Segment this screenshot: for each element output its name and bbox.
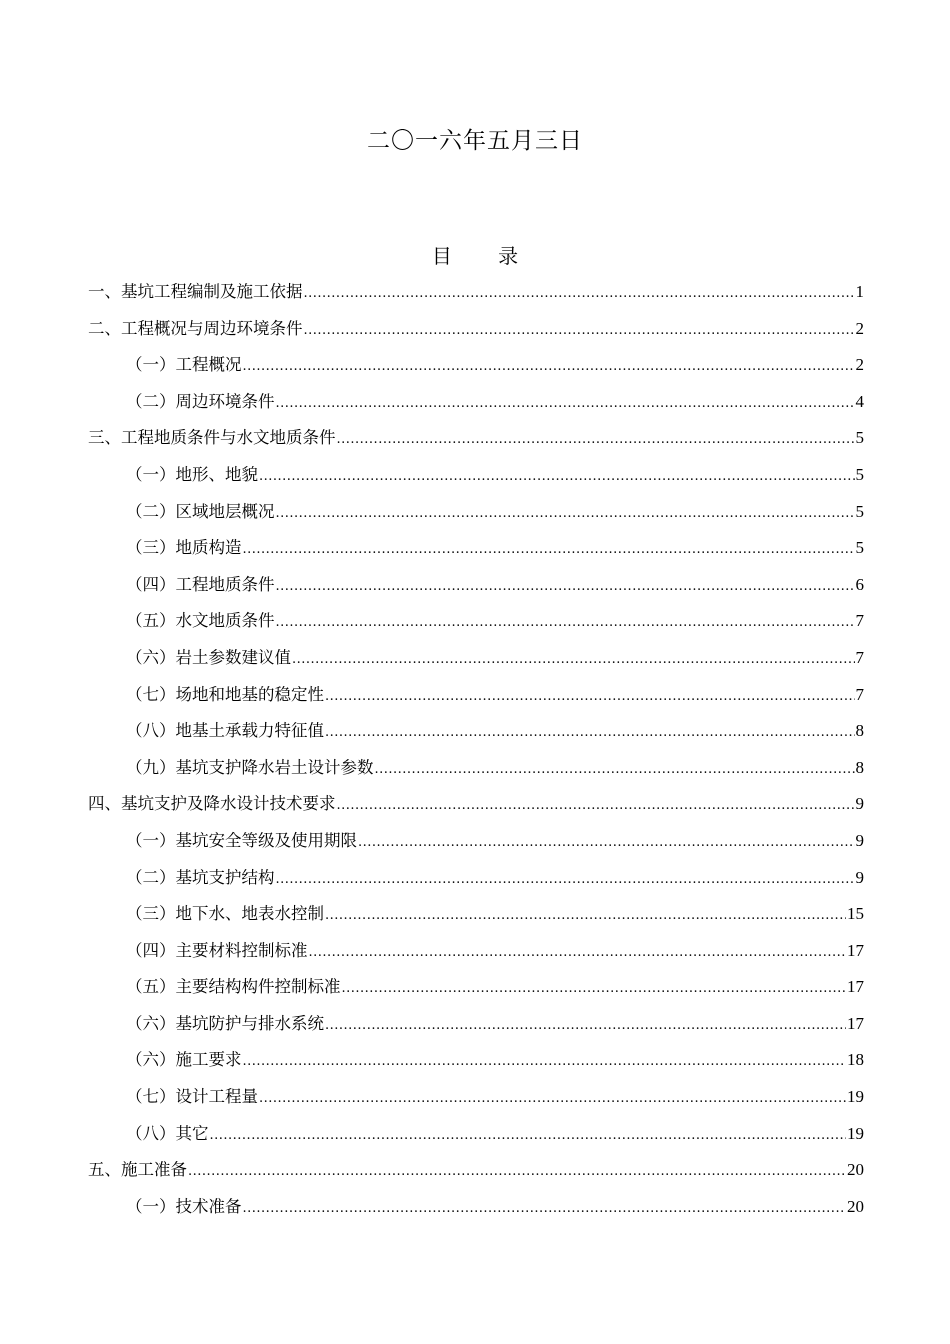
toc-entry-label: 二、工程概况与周边环境条件: [88, 318, 303, 338]
toc-dot-leader: [243, 1044, 847, 1081]
toc-dot-leader: [276, 386, 855, 423]
toc-entry-label: （一）基坑安全等级及使用期限: [126, 830, 357, 850]
toc-entry-label: （二）基坑支护结构: [126, 867, 275, 887]
toc-entry[interactable]: [88, 713, 864, 750]
toc-title: 目 录: [431, 244, 539, 268]
toc-entry-label: （四）工程地质条件: [126, 574, 275, 594]
toc-dot-leader: [304, 313, 855, 350]
toc-entry-page-number: 17: [847, 977, 864, 997]
toc-entry-label: （六）基坑防护与排水系统: [126, 1013, 324, 1033]
toc-entry-page-number: 4: [855, 391, 864, 411]
toc-dot-leader: [375, 752, 855, 789]
toc-entry-page-number: 6: [855, 574, 864, 594]
toc-entry[interactable]: [88, 274, 864, 311]
toc-entry[interactable]: [88, 603, 864, 640]
toc-entry[interactable]: [88, 1116, 864, 1153]
toc-dot-leader: [188, 1154, 846, 1191]
toc-entry-page-number: 9: [855, 830, 864, 850]
toc-entry-page-number: 5: [855, 538, 864, 558]
table-of-contents: [88, 274, 864, 1225]
toc-entry[interactable]: [88, 347, 864, 384]
toc-entry-page-number: 20: [847, 1160, 864, 1180]
toc-entry-label: 三、工程地质条件与水文地质条件: [88, 428, 336, 448]
toc-entry-label: （一）工程概况: [126, 355, 242, 375]
toc-entry-label: （一）技术准备: [126, 1196, 242, 1216]
toc-entry-page-number: 5: [855, 501, 864, 521]
toc-dot-leader: [243, 349, 855, 386]
toc-entry-label: （六）施工要求: [126, 1050, 242, 1070]
toc-dot-leader: [243, 532, 855, 569]
toc-dot-leader: [276, 496, 855, 533]
toc-entry-label: （八）地基土承载力特征值: [126, 721, 324, 741]
toc-entry[interactable]: [88, 311, 864, 348]
toc-entry-label: 四、基坑支护及降水设计技术要求: [88, 794, 336, 814]
document-date: 二〇一六年五月三日: [367, 128, 583, 154]
toc-dot-leader: [292, 642, 855, 679]
toc-entry-page-number: 2: [855, 318, 864, 338]
toc-entry-page-number: 2: [855, 355, 864, 375]
toc-entry[interactable]: [88, 786, 864, 823]
toc-entry[interactable]: [88, 530, 864, 567]
toc-entry-label: （五）水文地质条件: [126, 611, 275, 631]
toc-entry[interactable]: [88, 1079, 864, 1116]
toc-entry[interactable]: [88, 969, 864, 1006]
toc-entry-page-number: 17: [847, 940, 864, 960]
toc-entry-page-number: 19: [847, 1087, 864, 1107]
toc-entry[interactable]: [88, 640, 864, 677]
toc-dot-leader: [276, 569, 855, 606]
toc-entry-page-number: 5: [855, 428, 864, 448]
toc-dot-leader: [325, 1008, 846, 1045]
toc-dot-leader: [259, 1081, 846, 1118]
toc-entry-label: （七）设计工程量: [126, 1087, 258, 1107]
toc-entry[interactable]: [88, 1042, 864, 1079]
toc-entry-page-number: 9: [855, 867, 864, 887]
toc-entry[interactable]: [88, 457, 864, 494]
toc-entry-page-number: 7: [855, 647, 864, 667]
toc-entry-page-number: 8: [855, 757, 864, 777]
toc-entry-page-number: 7: [855, 684, 864, 704]
toc-dot-leader: [259, 459, 855, 496]
toc-entry-page-number: 17: [847, 1013, 864, 1033]
toc-dot-leader: [325, 679, 855, 716]
toc-entry-label: 一、基坑工程编制及施工依据: [88, 282, 303, 301]
toc-dot-leader: [342, 971, 847, 1008]
toc-dot-leader: [210, 1118, 847, 1155]
toc-entry[interactable]: [88, 494, 864, 531]
toc-entry-label: （二）区域地层概况: [126, 501, 275, 521]
toc-dot-leader: [276, 605, 855, 642]
toc-dot-leader: [243, 1191, 847, 1228]
toc-dot-leader: [337, 788, 855, 825]
toc-entry-label: 五、施工准备: [88, 1160, 187, 1180]
toc-entry-page-number: 8: [855, 721, 864, 741]
toc-entry-label: （一）地形、地貌: [126, 464, 258, 484]
toc-entry[interactable]: [88, 1152, 864, 1189]
toc-entry-label: （三）地质构造: [126, 538, 242, 558]
toc-entry-page-number: 15: [847, 904, 864, 924]
toc-entry[interactable]: [88, 896, 864, 933]
toc-entry-page-number: 1: [855, 282, 864, 301]
toc-entry-page-number: 19: [847, 1123, 864, 1143]
toc-entry-label: （九）基坑支护降水岩土设计参数: [126, 757, 374, 777]
toc-dot-leader: [276, 862, 855, 899]
toc-entry[interactable]: [88, 420, 864, 457]
toc-entry[interactable]: [88, 1006, 864, 1043]
toc-dot-leader: [304, 276, 855, 313]
toc-dot-leader: [309, 935, 847, 972]
toc-entry[interactable]: [88, 823, 864, 860]
toc-entry-label: （八）其它: [126, 1123, 209, 1143]
toc-entry-page-number: 7: [855, 611, 864, 631]
toc-entry-page-number: 5: [855, 464, 864, 484]
toc-entry[interactable]: [88, 933, 864, 970]
toc-entry-label: （七）场地和地基的稳定性: [126, 684, 324, 704]
toc-entry[interactable]: [88, 860, 864, 897]
toc-entry-page-number: 18: [847, 1050, 864, 1070]
toc-entry[interactable]: [88, 677, 864, 714]
toc-entry-label: （四）主要材料控制标准: [126, 940, 308, 960]
toc-entry-label: （三）地下水、地表水控制: [126, 904, 324, 924]
toc-entry[interactable]: [88, 567, 864, 604]
toc-entry[interactable]: [88, 750, 864, 787]
toc-dot-leader: [337, 422, 855, 459]
toc-entry-label: （六）岩土参数建议值: [126, 647, 291, 667]
toc-entry-label: （五）主要结构构件控制标准: [126, 977, 341, 997]
toc-entry-page-number: 20: [847, 1196, 864, 1216]
toc-dot-leader: [358, 825, 855, 862]
toc-entry[interactable]: [88, 1189, 864, 1226]
toc-entry-label: （二）周边环境条件: [126, 391, 275, 411]
toc-entry[interactable]: [88, 384, 864, 421]
toc-dot-leader: [325, 715, 855, 752]
toc-entry-page-number: 9: [855, 794, 864, 814]
toc-dot-leader: [325, 898, 846, 935]
